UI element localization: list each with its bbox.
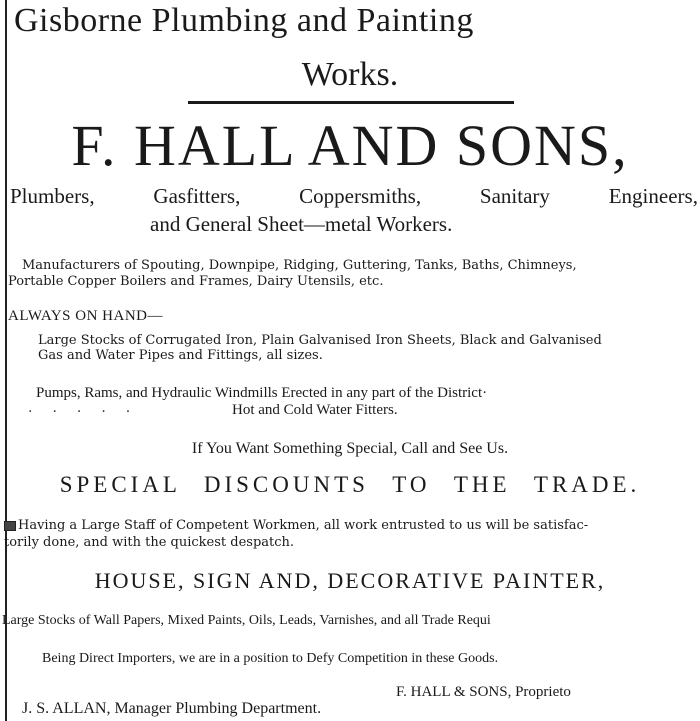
trade-item: Sanitary xyxy=(479,184,550,208)
special-call-line: If You Want Something Special, Call and See Us. xyxy=(191,440,509,457)
dot-leader: ····· xyxy=(28,404,151,420)
manufacturers-line2: Portable Copper Boilers and Frames, Dairy Utensils, etc. xyxy=(8,274,384,289)
stock-line2: Gas and Water Pipes and Fittings, all sizes. xyxy=(38,348,323,363)
trade-item: Engineers, xyxy=(608,184,698,208)
title-underline xyxy=(188,101,514,104)
painter-heading: HOUSE, SIGN AND, DECORATIVE PAINTER, xyxy=(94,568,606,593)
pointing-hand-icon xyxy=(4,521,16,531)
trade-item: Gasfitters, xyxy=(153,184,241,208)
ad-title-line1: Gisborne Plumbing and Painting xyxy=(14,2,474,39)
staff-line1 xyxy=(4,518,588,533)
trade-item: Plumbers, xyxy=(10,184,95,208)
importers-line: Being Direct Importers, we are in a position to Defy Competition in these Goods. xyxy=(42,651,499,666)
always-on-hand-heading: ALWAYS ON HAND— xyxy=(8,308,164,324)
ad-title-line2: Works. xyxy=(301,56,399,93)
discounts-heading: SPECIAL DISCOUNTS TO THE TRADE. xyxy=(59,472,641,497)
trade-item: Coppersmiths, xyxy=(299,184,422,208)
staff-line2: torily done, and with the quickest despatch. xyxy=(4,535,295,550)
proprietor-signature: F. HALL & SONS, Proprieto xyxy=(396,684,571,700)
firm-name: F. HALL AND SONS, xyxy=(71,113,629,178)
trades-list xyxy=(10,184,698,209)
stock-line1: Large Stocks of Corrugated Iron, Plain Galvanised Iron Sheets, Black and Galvanised xyxy=(38,333,602,348)
windmills-line2: Hot and Cold Water Fitters. xyxy=(232,402,398,418)
staff-line1-text: Having a Large Staff of Competent Workmen, all work entrusted to us will be satisfac- xyxy=(18,518,589,533)
manufacturers-line1: Manufacturers of Spouting, Downpipe, Ridging, Guttering, Tanks, Baths, Chimneys, xyxy=(22,258,577,273)
windmills-line1: Pumps, Rams, and Hydraulic Windmills Erected in any part of the District· xyxy=(36,385,488,401)
trades-line2: and General Sheet—metal Workers. xyxy=(150,212,453,236)
manager-line: J. S. ALLAN, Manager Plumbing Department. xyxy=(22,700,322,717)
wallpapers-line: Large Stocks of Wall Papers, Mixed Paints, Oils, Leads, Varnishes, and all Trade Requi xyxy=(2,613,491,628)
